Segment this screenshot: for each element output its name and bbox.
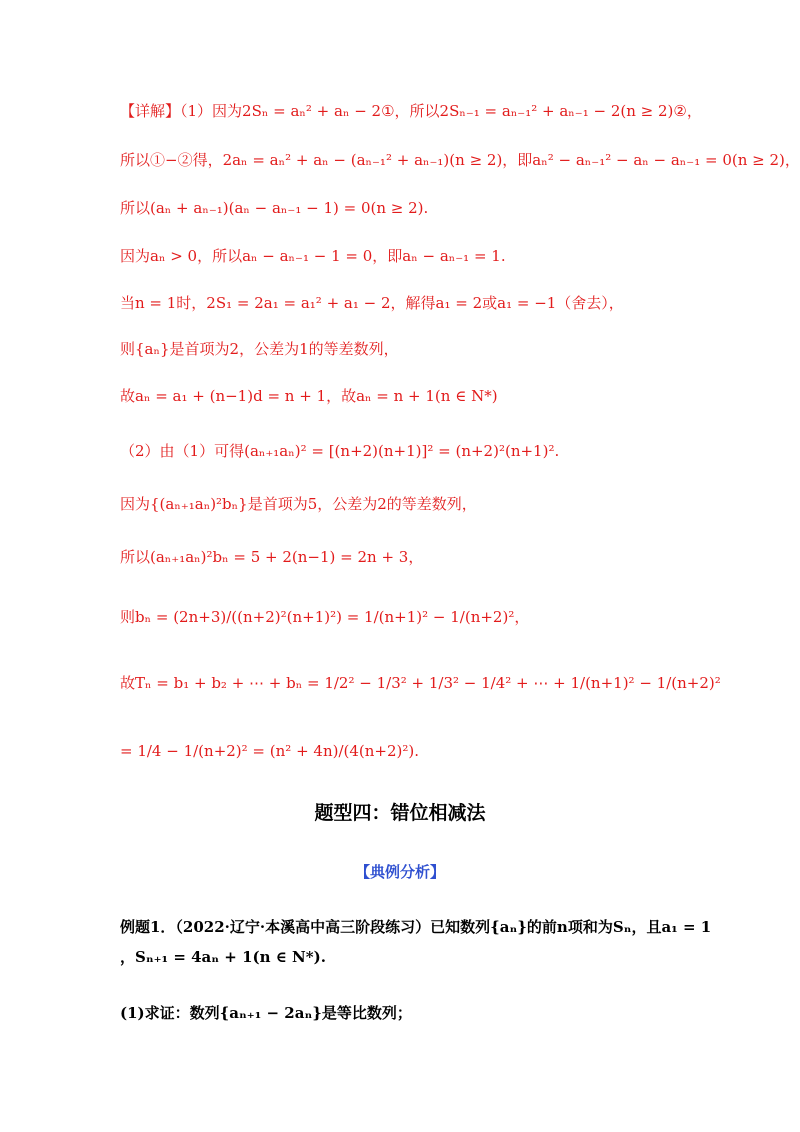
solution-line: 所以(aₙ₊₁aₙ)²bₙ = 5 + 2(n−1) = 2n + 3，	[120, 548, 424, 566]
solution-line: 则{aₙ}是首项为2，公差为1的等差数列，	[120, 340, 399, 358]
section-title: 题型四：错位相减法	[314, 802, 486, 824]
solution-line: 所以①−②得，2aₙ = aₙ² + aₙ − (aₙ₋₁² + aₙ₋₁)(n ≥ 2)，即aₙ² − aₙ₋₁² − aₙ − aₙ₋₁ = 0(n ≥ 2)，	[120, 151, 800, 169]
solution-line: 当n = 1时，2S₁ = 2a₁ = a₁² + a₁ − 2，解得a₁ = 2或a₁ = −1（舍去），	[120, 294, 624, 312]
solution-line: = 1/4 − 1/(n+2)² = (n² + 4n)/(4(n+2)²).	[120, 742, 420, 760]
example-line: ，Sₙ₊₁ = 4aₙ + 1(n ∈ N*).	[120, 948, 326, 966]
solution-line: 因为aₙ > 0，所以aₙ − aₙ₋₁ − 1 = 0，即aₙ − aₙ₋₁ = 1.	[120, 247, 506, 265]
solution-line: 则bₙ = (2n+3)/((n+2)²(n+1)²) = 1/(n+1)² − 1/(n+2)²，	[120, 608, 530, 626]
solution-line: 故Tₙ = b₁ + b₂ + ⋯ + bₙ = 1/2² − 1/3² + 1/3² − 1/4² + ⋯ + 1/(n+1)² − 1/(n+2)²	[120, 674, 721, 692]
solution-line: 因为{(aₙ₊₁aₙ)²bₙ}是首项为5，公差为2的等差数列，	[120, 495, 477, 513]
solution-line: 所以(aₙ + aₙ₋₁)(aₙ − aₙ₋₁ − 1) = 0(n ≥ 2).	[120, 199, 429, 217]
solution-line: 故aₙ = a₁ + (n−1)d = n + 1，故aₙ = n + 1(n ∈ N*)	[120, 387, 498, 405]
solution-line: 【详解】（1）因为2Sₙ = aₙ² + aₙ − 2①，所以2Sₙ₋₁ = aₙ₋₁² + aₙ₋₁ − 2(n ≥ 2)②，	[120, 102, 702, 120]
example-line: 例题1．（2022·辽宁·本溪高中高三阶段练习）已知数列{aₙ}的前n项和为Sₙ，且a₁ = 1	[120, 918, 712, 936]
subsection-title: 【典例分析】	[354, 863, 445, 881]
solution-line: （2）由（1）可得(aₙ₊₁aₙ)² = [(n+2)(n+1)]² = (n+2)²(n+1)².	[120, 442, 560, 460]
example-question: (1)求证：数列{aₙ₊₁ − 2aₙ}是等比数列；	[120, 1004, 412, 1022]
